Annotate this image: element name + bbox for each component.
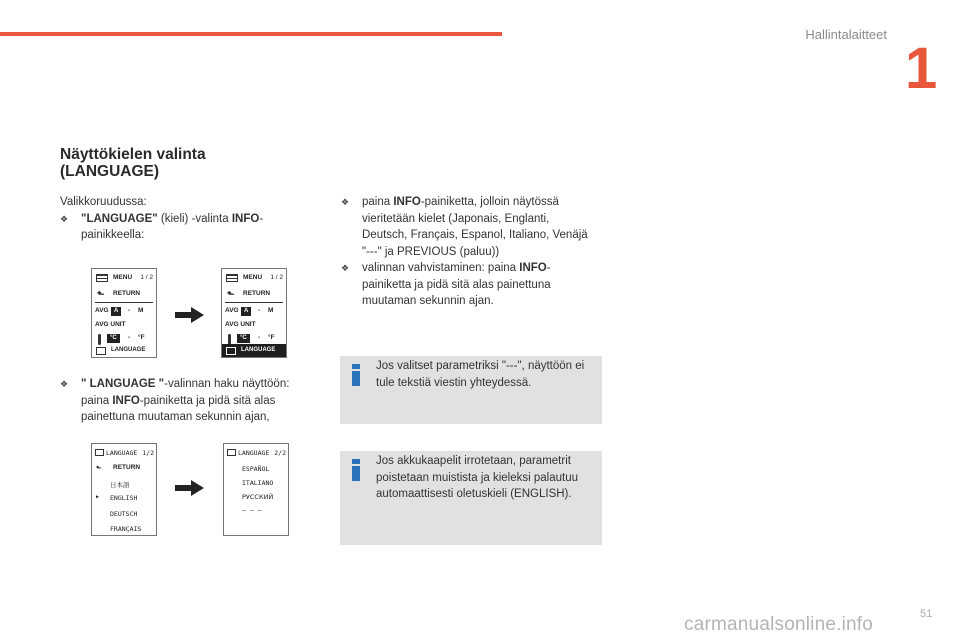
- step2-block: [60, 376, 318, 426]
- menu-language-row-selected: [222, 344, 286, 358]
- step2-text1: -valinnan haku näyttöön: paina: [81, 378, 290, 407]
- menu-title-row: [222, 271, 286, 285]
- step2-button-name: INFO: [112, 394, 140, 407]
- lang-item-italiano: ITALIANO: [242, 479, 274, 487]
- section-title-line1: Näyttökielen valinta: [60, 146, 206, 163]
- menu-language: LANGUAGE: [241, 347, 276, 353]
- menu-title-row: [92, 271, 156, 285]
- intro-mid: (kieli) -valinta: [157, 212, 232, 225]
- lang-title-row: [224, 446, 288, 459]
- watermark-text: carmanualsonline.info: [684, 614, 874, 635]
- menu-avg-unit: AVG UNIT: [95, 321, 126, 328]
- step2-text2: -painiketta ja pidä sitä alas painettuna muutaman sekunnin ajan,: [81, 394, 276, 423]
- language-icon: [96, 347, 106, 355]
- menu-temp-dash: -: [128, 334, 131, 341]
- return-arrow-icon: ⬑: [96, 465, 102, 472]
- col2-b2-pre: valinnan vahvistaminen: paina: [362, 262, 520, 274]
- menu-temp-f: °F: [138, 334, 145, 341]
- intro-block: [60, 194, 315, 244]
- menu-language-row: [92, 344, 156, 358]
- menu-temp-c: °C: [237, 334, 250, 343]
- bullet-marker-icon: ❖: [341, 263, 350, 273]
- return-arrow-icon: ⬑: [97, 289, 105, 299]
- section-title-line2: (LANGUAGE): [60, 163, 160, 180]
- language-icon: [227, 449, 236, 456]
- section-title: [60, 146, 320, 180]
- lang-item-row-current: [92, 491, 156, 504]
- lang-item-english: ENGLISH: [110, 494, 138, 502]
- menu-avg-dash: -: [128, 307, 131, 314]
- header-accent-bar: [0, 32, 502, 36]
- menu-temp-c: °C: [107, 334, 120, 343]
- menu-title: MENU: [113, 274, 133, 281]
- info-box-2: [340, 451, 602, 545]
- divider: [225, 302, 283, 303]
- lang-item-row: [92, 477, 156, 490]
- menu-avg-a: A: [241, 307, 251, 316]
- menu-avg-a: A: [111, 307, 121, 316]
- menu-temp-row: [222, 331, 286, 345]
- menu-avg-m: M: [138, 307, 144, 314]
- menu-return: RETURN: [113, 290, 141, 297]
- col2-b2-button-name: INFO: [519, 262, 547, 274]
- lang-page: 2/2: [274, 449, 286, 457]
- lang-item-row: [224, 462, 288, 475]
- pointer-icon: ▶: [96, 494, 100, 500]
- menu-return-row: [92, 287, 156, 301]
- intro-bullet: [60, 211, 315, 244]
- return-arrow-icon: ⬑: [227, 289, 235, 299]
- language-screen-page1: [91, 443, 157, 536]
- info-icon: [352, 364, 361, 386]
- bullet-marker-icon: ❖: [341, 197, 350, 207]
- menu-page: 1 / 2: [270, 274, 283, 281]
- language-icon: [226, 347, 236, 355]
- lang-title: LANGUAGE: [106, 449, 138, 457]
- menu-avg-row: [92, 304, 156, 318]
- menu-temp-f: °F: [268, 334, 275, 341]
- lang-item-row: [224, 490, 288, 503]
- menu-avg: AVG: [95, 307, 109, 314]
- menu-screen-before: [91, 268, 157, 358]
- intro-button-name: INFO: [231, 212, 260, 225]
- lang-item-japanese: 日本語: [110, 481, 130, 489]
- info-icon: [352, 459, 361, 481]
- menu-screen-after: [221, 268, 287, 358]
- lang-item-francais: FRANÇAIS: [110, 525, 142, 533]
- info-box-text: Jos akkukaapelit irrotetaan, parametrit poistetaan muistista ja kieleksi palautuu automaattisesti oletuskieli (ENGLISH).: [376, 455, 579, 500]
- menu-avg-row: [222, 304, 286, 318]
- menu-icon: [96, 274, 108, 282]
- lang-item-row: [92, 522, 156, 535]
- intro-end: -painikkeella:: [81, 212, 264, 241]
- menu-avgunit-row: [222, 318, 286, 332]
- col2-b2-text: -painiketta ja pidä sitä alas painettuna muutaman sekunnin ajan.: [362, 262, 551, 307]
- column2-block: [341, 194, 597, 310]
- menu-page: 1 / 2: [140, 274, 153, 281]
- bullet-marker-icon: ❖: [60, 213, 69, 224]
- language-screen-page2: [223, 443, 289, 536]
- info-box-text: Jos valitset parametriksi "---", näyttöön ei tule tekstiä viestin yhteydessä.: [376, 360, 585, 389]
- intro-key: "LANGUAGE": [81, 212, 158, 225]
- lang-page: 1/2: [142, 449, 154, 457]
- lang-item-espanol: ESPAÑOL: [242, 465, 270, 473]
- lang-return: RETURN: [113, 464, 141, 471]
- chapter-number: 1: [905, 36, 938, 101]
- lang-return-row: [92, 461, 156, 474]
- menu-temp-row: [92, 331, 156, 345]
- lang-item-none: — — —: [242, 506, 262, 514]
- language-icon: [95, 449, 104, 456]
- lang-item-row: [224, 476, 288, 489]
- menu-language: LANGUAGE: [111, 347, 146, 353]
- menu-return: RETURN: [243, 290, 271, 297]
- menu-avg-dash: -: [258, 307, 261, 314]
- menu-icon: [226, 274, 238, 282]
- lang-item-row: [224, 503, 288, 516]
- bullet-marker-icon: ❖: [60, 379, 69, 389]
- page-number: 51: [920, 608, 933, 620]
- lang-item-russian: РУССКИЙ: [242, 493, 274, 501]
- step2-bullet: [60, 376, 318, 426]
- menu-avgunit-row: [92, 318, 156, 332]
- lang-title: LANGUAGE: [238, 449, 270, 457]
- lang-title-row: [92, 446, 156, 459]
- menu-return-row: [222, 287, 286, 301]
- menu-temp-dash: -: [258, 334, 261, 341]
- lang-item-row: [92, 507, 156, 520]
- divider: [95, 302, 153, 303]
- menu-avg-m: M: [268, 307, 274, 314]
- step2-key: " LANGUAGE ": [81, 378, 165, 390]
- menu-avg-unit: AVG UNIT: [225, 321, 256, 328]
- arrow-right-icon: [175, 307, 205, 323]
- col2-b1-button-name: INFO: [393, 196, 421, 208]
- menu-avg: AVG: [225, 307, 239, 314]
- col2-b1-text: -painiketta, jolloin näytössä vieritetään kielet (Japonais, Englanti, Deutsch, Français, Espanol, Italiano, Venäjä "---" ja PREVIOUS (paluu)): [362, 196, 588, 258]
- info-box-1: [340, 356, 602, 424]
- arrow-right-icon: [175, 480, 205, 496]
- col2-b1-pre: paina: [362, 196, 394, 208]
- chapter-title: Hallintalaitteet: [805, 27, 887, 42]
- lang-item-deutsch: DEUTSCH: [110, 510, 138, 518]
- col2-bullet-1: [341, 194, 597, 260]
- col2-bullet-2: [341, 260, 597, 310]
- menu-title: MENU: [243, 274, 263, 281]
- intro-lead: Valikkoruudussa:: [60, 196, 147, 208]
